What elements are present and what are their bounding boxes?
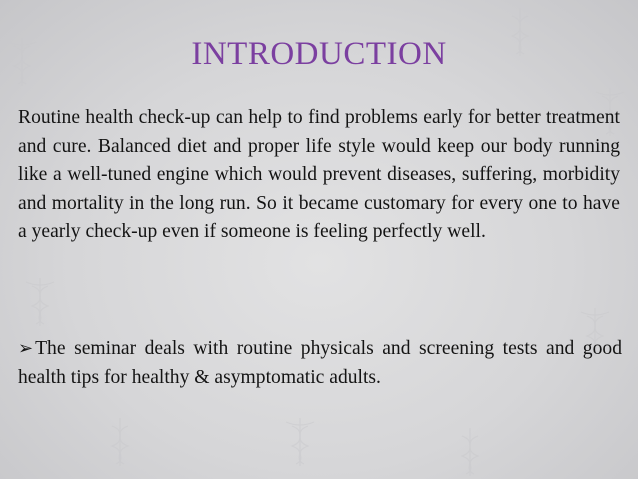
bullet-text: The seminar deals with routine physicals and screening tests and good health tips for healthy & asymptomatic adults. xyxy=(18,338,622,388)
arrow-bullet-icon: ➢ xyxy=(18,338,34,358)
intro-paragraph: Routine health check-up can help to find problems early for better treatment and cure. Balanced diet and proper life style would keep our body running like a well-tuned engine which would prevent diseases, suffering, morbidity and mortality in the long run. So it became customary for every one to have a yearly check-up even if someone is feeling perfectly well. xyxy=(18,107,620,242)
slide-title: INTRODUCTION xyxy=(191,36,447,72)
bullet-item xyxy=(18,334,622,392)
